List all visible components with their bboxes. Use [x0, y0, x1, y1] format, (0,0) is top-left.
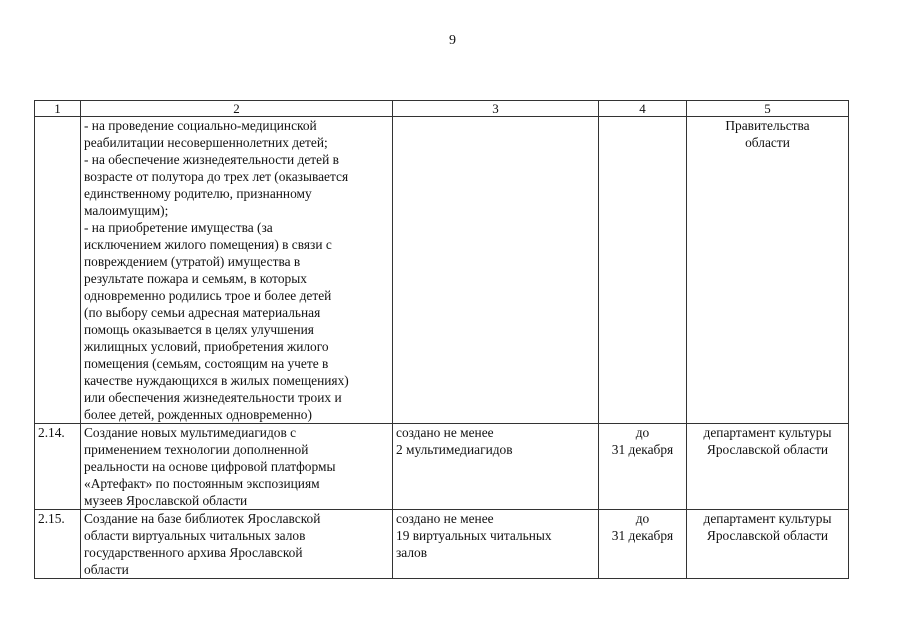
description-line: Создание новых мультимедиагидов с [84, 425, 297, 440]
description-line: «Артефакт» по постоянным экспозициям [84, 476, 320, 491]
description-line: области [84, 562, 129, 577]
result-line: создано не менее [396, 425, 494, 440]
table-row-continuation [35, 117, 849, 424]
description-line: единственному родителю, признанному [84, 186, 312, 201]
row-number-cell: 2.15. [35, 510, 81, 579]
page-number: 9 [449, 33, 456, 48]
responsible-cell [687, 424, 849, 510]
deadline-line: до [635, 511, 650, 526]
table-row-2-14 [35, 424, 849, 510]
responsible-line: департамент культуры [703, 425, 832, 440]
description-cell [81, 510, 393, 579]
column-header-2: 2 [81, 101, 393, 117]
deadline-cell [599, 117, 687, 424]
result-line: залов [396, 545, 428, 560]
result-line: создано не менее [396, 511, 494, 526]
description-line: - на проведение социально-медицинской [84, 118, 317, 133]
column-header-4: 4 [599, 101, 687, 117]
description-line: Создание на базе библиотек Ярославской [84, 511, 321, 526]
description-line: или обеспечения жизнедеятельности троих и [84, 390, 342, 405]
deadline-line: 31 декабря [611, 528, 674, 543]
description-line: государственного архива Ярославской [84, 545, 303, 560]
table-row-2-15 [35, 510, 849, 579]
description-line: более детей, рожденных одновременно) [84, 407, 312, 422]
column-header-1: 1 [35, 101, 81, 117]
description-line: музеев Ярославской области [84, 493, 248, 508]
description-line: повреждением (утратой) имущества в [84, 254, 301, 269]
responsible-line: Ярославской области [706, 528, 829, 543]
result-cell [393, 424, 599, 510]
description-line: результате пожара и семьям, в которых [84, 271, 307, 286]
deadline-cell [599, 424, 687, 510]
result-cell [393, 510, 599, 579]
document-table [34, 100, 849, 579]
result-line: 2 мультимедиагидов [396, 442, 513, 457]
description-line: качестве нуждающихся в жилых помещениях) [84, 373, 349, 388]
description-cell [81, 424, 393, 510]
description-line: возрасте от полутора до трех лет (оказывается [84, 169, 349, 184]
description-line: (по выбору семьи адресная материальная [84, 305, 321, 320]
description-cell [81, 117, 393, 424]
row-number-cell: 2.14. [35, 424, 81, 510]
result-line: 19 виртуальных читальных [396, 528, 552, 543]
description-line: - на приобретение имущества (за [84, 220, 273, 235]
responsible-cell [687, 117, 849, 424]
responsible-line: департамент культуры [703, 511, 832, 526]
description-line: жилищных условий, приобретения жилого [84, 339, 329, 354]
responsible-line: Ярославской области [706, 442, 829, 457]
column-header-3: 3 [393, 101, 599, 117]
description-line: реабилитации несовершеннолетних детей; [84, 135, 328, 150]
description-line: области виртуальных читальных залов [84, 528, 306, 543]
description-line: реальности на основе цифровой платформы [84, 459, 336, 474]
deadline-cell [599, 510, 687, 579]
description-line: малоимущим); [84, 203, 169, 218]
deadline-line: 31 декабря [611, 442, 674, 457]
description-line: исключением жилого помещения) в связи с [84, 237, 332, 252]
description-line: помещения (семьям, состоящим на учете в [84, 356, 329, 371]
responsible-cell [687, 510, 849, 579]
deadline-line: до [635, 425, 650, 440]
result-cell [393, 117, 599, 424]
description-line: одновременно родились трое и более детей [84, 288, 332, 303]
table-header-row [35, 101, 849, 117]
row-number-cell [35, 117, 81, 424]
responsible-line: области [745, 135, 790, 150]
description-line: - на обеспечение жизнедеятельности детей в [84, 152, 339, 167]
column-header-5: 5 [687, 101, 849, 117]
description-line: применением технологии дополненной [84, 442, 309, 457]
description-line: помощь оказывается в целях улучшения [84, 322, 314, 337]
responsible-line: Правительства [725, 118, 810, 133]
